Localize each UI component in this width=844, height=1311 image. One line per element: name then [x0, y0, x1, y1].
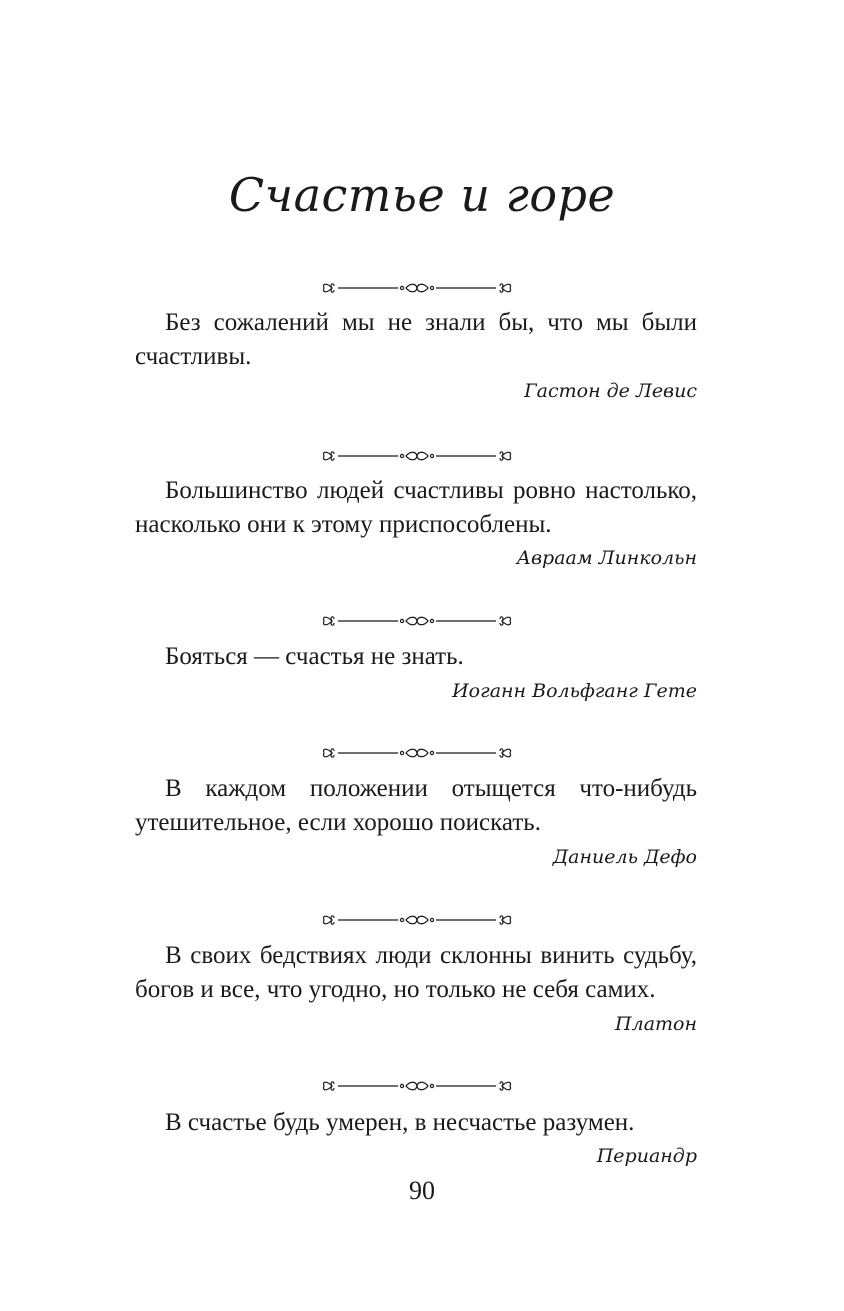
vine-divider-icon	[320, 447, 514, 465]
quote-text: Бояться — счастья не знать.	[165, 643, 464, 670]
quote-text: Без сожалений мы не знали бы, что мы были счастливы.	[135, 309, 697, 370]
quote-author: Авраам Линкольн	[516, 547, 697, 569]
quote-author: Иоганн Вольфганг Гете	[452, 680, 697, 702]
page-number: 90	[409, 1176, 435, 1205]
quote-text: В каждом положении отыщется что-нибудь утешительное, если хорошо поискать.	[135, 775, 697, 836]
vine-divider-icon	[320, 279, 514, 297]
vine-divider-icon	[320, 911, 514, 929]
quote-text: Большинство людей счастливы ровно настолько, насколько они к этому приспособлены.	[135, 477, 697, 538]
quote-author: Даниель Дефо	[552, 846, 697, 868]
vine-divider-icon	[320, 612, 514, 630]
quote-text: В своих бедствиях люди склонны винить судьбу, богов и все, что угодно, но только не себя самих.	[135, 942, 697, 1003]
quote-author: Гастон де Левис	[524, 380, 697, 402]
vine-divider-icon	[320, 744, 514, 762]
chapter-title: Счастье и горе	[228, 168, 616, 222]
quote-author: Платон	[615, 1013, 697, 1035]
quote-text: В счастье будь умерен, в несчастье разумен.	[165, 1109, 635, 1136]
quote-author: Периандр	[596, 1145, 697, 1167]
vine-divider-icon	[320, 1077, 514, 1095]
